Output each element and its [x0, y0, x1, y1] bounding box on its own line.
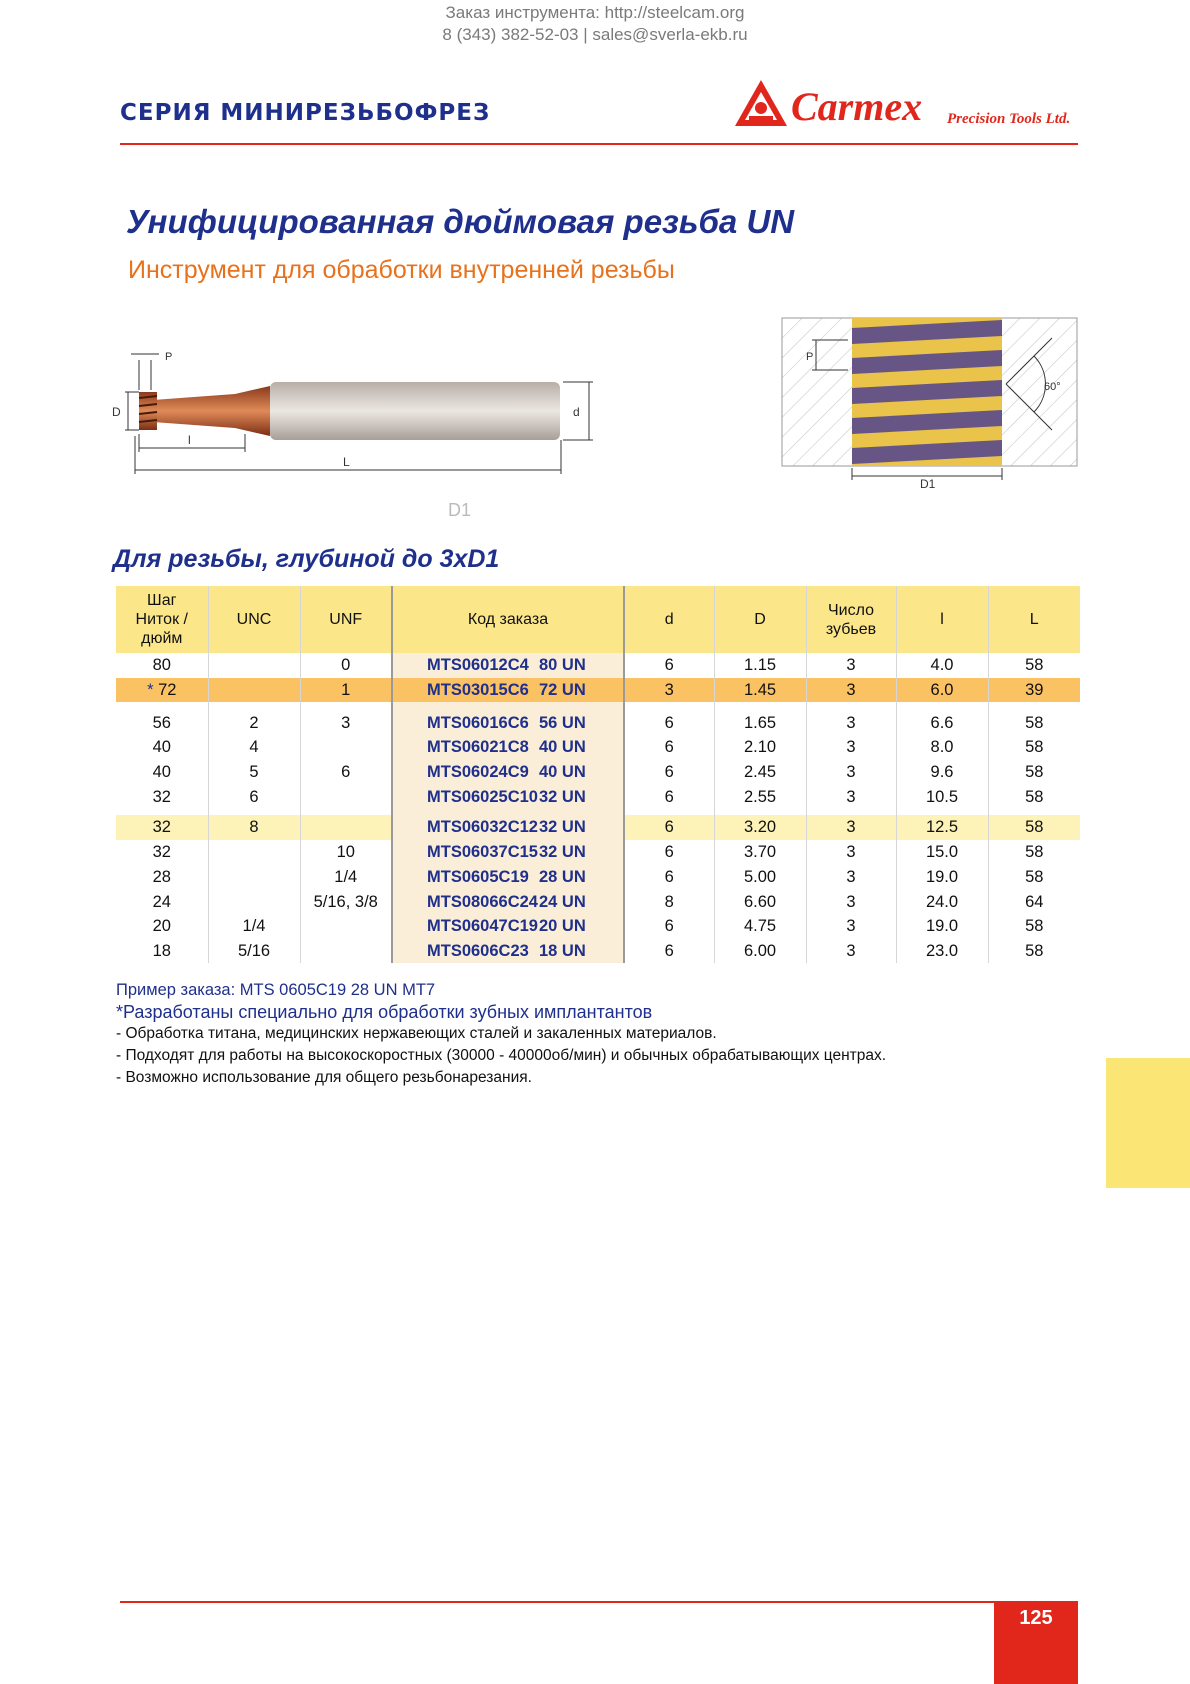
- cell-order-code: MTS03015C6 72 UN: [392, 678, 624, 703]
- cell-unf: 3: [300, 702, 392, 735]
- note-bullet: - Подходят для работы на высокоскоростных (30000 - 40000об/мин) и обычных обрабатывающих центрах.: [116, 1047, 887, 1064]
- thread-label-p: P: [806, 351, 814, 363]
- thread-label-d1: D1: [920, 477, 936, 491]
- cell-unf: [300, 815, 392, 840]
- contact-info: [0, 2, 1190, 46]
- header-unc: UNC: [208, 586, 300, 653]
- cell-unc: [208, 840, 300, 865]
- tool-shank: [270, 382, 560, 440]
- table-row: [116, 889, 1080, 914]
- cell-L: 58: [1025, 738, 1044, 757]
- cell-tpi: 20: [116, 914, 208, 939]
- cell-teeth: 3: [806, 914, 896, 939]
- header-l: l: [896, 586, 988, 653]
- cell-order-code: MTS06012C4 80 UN: [392, 653, 624, 678]
- cell-D: 4.75: [714, 914, 806, 939]
- cell-tpi: 40: [116, 735, 208, 760]
- cell-L: 58: [1025, 713, 1044, 732]
- carmex-logo: [733, 76, 1078, 134]
- series-title: СЕРИЯ МИНИРЕЗЬБОФРЕЗ: [120, 100, 491, 126]
- cell-teeth: 3: [806, 939, 896, 964]
- cell-D: 6.00: [714, 939, 806, 964]
- cell-l: 19.0: [896, 865, 988, 890]
- side-tab: [1106, 1058, 1190, 1188]
- cell-L: 58: [1025, 787, 1044, 806]
- contact-line-2: 8 (343) 382-52-03 | sales@sverla-ekb.ru: [442, 25, 748, 44]
- table-row: [116, 702, 1080, 735]
- cell-unc: [208, 865, 300, 890]
- cell-d: 3: [624, 678, 714, 703]
- cell-unf: [300, 939, 392, 964]
- cell-tpi: 24: [116, 889, 208, 914]
- cell-d: 6: [624, 760, 714, 785]
- cell-l: 6.0: [896, 678, 988, 703]
- cell-D: 3.70: [714, 840, 806, 865]
- cell-teeth: 3: [806, 889, 896, 914]
- cell-unf: [300, 914, 392, 939]
- cell-tpi: 32: [116, 840, 208, 865]
- cell-l: 12.5: [896, 815, 988, 840]
- cell-order-code: MTS08066C2424 UN: [392, 889, 624, 914]
- cell-unc: 1/4: [208, 914, 300, 939]
- cell-order-code: MTS06047C1920 UN: [392, 914, 624, 939]
- cell-unc: 6: [208, 784, 300, 815]
- cell-unf: 6: [300, 760, 392, 785]
- table-row: [116, 840, 1080, 865]
- table-header-row: [116, 586, 1080, 653]
- cell-unc: 5/16: [208, 939, 300, 964]
- cell-d: 6: [624, 865, 714, 890]
- cell-l: 9.6: [896, 760, 988, 785]
- cell-D: 5.00: [714, 865, 806, 890]
- table-row: [116, 914, 1080, 939]
- logo-tagline: Precision Tools Ltd.: [947, 111, 1071, 127]
- tool-label-d-small: d: [573, 405, 580, 419]
- cell-unc: [208, 653, 300, 678]
- cell-L: 39: [988, 678, 1080, 703]
- cell-d: 6: [624, 840, 714, 865]
- logo-brand: Carmex: [791, 84, 923, 129]
- cell-d: 6: [624, 914, 714, 939]
- cell-unf: 0: [300, 653, 392, 678]
- cell-teeth: 3: [806, 760, 896, 785]
- cell-d: 8: [624, 889, 714, 914]
- cell-L: 58: [1025, 917, 1044, 936]
- cell-tpi: 56: [116, 702, 208, 735]
- header-teeth: Число зубьев: [806, 586, 896, 653]
- cell-unf: 1: [300, 678, 392, 703]
- thread-profile-drawing: [782, 318, 1082, 508]
- cell-l: 6.6: [896, 702, 988, 735]
- cell-L: 58: [1025, 843, 1044, 862]
- notes: [116, 979, 886, 1089]
- cell-L: 58: [1025, 656, 1044, 675]
- section-title: Для резьбы, глубиной до 3xD1: [113, 545, 500, 573]
- table-row: [116, 865, 1080, 890]
- cell-tpi: 40: [116, 760, 208, 785]
- cell-l: 19.0: [896, 914, 988, 939]
- header-D: D: [714, 586, 806, 653]
- cell-teeth: 3: [806, 840, 896, 865]
- cell-unf: 10: [300, 840, 392, 865]
- cell-teeth: 3: [806, 653, 896, 678]
- cell-l: 23.0: [896, 939, 988, 964]
- cell-unc: 8: [208, 815, 300, 840]
- cell-unf: [300, 784, 392, 815]
- cell-l: 15.0: [896, 840, 988, 865]
- header-unf: UNF: [300, 586, 392, 653]
- cell-d: 6: [624, 735, 714, 760]
- page-subtitle: Инструмент для обработки внутренней резьбы: [128, 256, 675, 284]
- tool-neck: [153, 386, 270, 436]
- cell-order-code: MTS06037C1532 UN: [392, 840, 624, 865]
- table-row: [116, 815, 1080, 840]
- note-bullet: - Обработка титана, медицинских нержавеющих сталей и закаленных материалов.: [116, 1025, 717, 1042]
- special-note: *Разработаны специально для обработки зубных имплантантов: [116, 1002, 653, 1022]
- cell-order-code: MTS0606C23 18 UN: [392, 939, 624, 964]
- cell-unf: [300, 735, 392, 760]
- tool-drawing: [112, 351, 645, 482]
- cell-order-code: MTS06025C1032 UN: [392, 784, 624, 815]
- cell-order-code: MTS06016C6 56 UN: [392, 702, 624, 735]
- cell-l: 24.0: [896, 889, 988, 914]
- faded-label: D1: [448, 500, 472, 520]
- product-table: [116, 586, 1080, 963]
- cell-tpi: 32: [116, 815, 208, 840]
- tool-label-p: P: [165, 351, 173, 363]
- cell-unc: [208, 678, 300, 703]
- table-row: [116, 678, 1080, 703]
- tool-label-l-big: L: [343, 455, 350, 469]
- cell-unc: 2: [208, 702, 300, 735]
- thread-label-angle: 60°: [1044, 381, 1061, 393]
- cell-order-code: MTS0605C19 28 UN: [392, 865, 624, 890]
- cell-L: 58: [1025, 763, 1044, 782]
- cell-D: 6.60: [714, 889, 806, 914]
- cell-order-code: MTS06021C8 40 UN: [392, 735, 624, 760]
- cell-d: 6: [624, 653, 714, 678]
- order-example: Пример заказа: MTS 0605C19 28 UN MT7: [116, 981, 436, 999]
- cell-tpi: * 72: [116, 678, 208, 703]
- table-row: [116, 760, 1080, 785]
- cell-L: 64: [1025, 892, 1044, 911]
- cell-order-code: MTS06032C1232 UN: [392, 815, 624, 840]
- cell-L: 58: [1025, 867, 1044, 886]
- cell-unf: 5/16, 3/8: [300, 889, 392, 914]
- cell-teeth: 3: [806, 784, 896, 815]
- cell-tpi: 28: [116, 865, 208, 890]
- page-number: 125: [1019, 1607, 1053, 1629]
- contact-line-1: Заказ инструмента: http://steelcam.org: [445, 3, 745, 22]
- cell-order-code: MTS06024C9 40 UN: [392, 760, 624, 785]
- cell-teeth: 3: [806, 865, 896, 890]
- cell-l: 8.0: [896, 735, 988, 760]
- header-d: d: [624, 586, 714, 653]
- cell-L: 58: [1025, 941, 1044, 960]
- table-row: [116, 939, 1080, 964]
- cell-D: 2.10: [714, 735, 806, 760]
- cell-teeth: 3: [806, 702, 896, 735]
- cell-D: 1.65: [714, 702, 806, 735]
- cell-l: 4.0: [896, 653, 988, 678]
- cell-D: 2.55: [714, 784, 806, 815]
- page-title: Унифицированная дюймовая резьба UN: [126, 203, 795, 240]
- cell-l: 10.5: [896, 784, 988, 815]
- tool-label-d-big: D: [112, 405, 121, 419]
- note-bullet: - Возможно использование для общего резьбонарезания.: [116, 1069, 532, 1086]
- cell-teeth: 3: [806, 735, 896, 760]
- cell-D: 2.45: [714, 760, 806, 785]
- cell-D: 1.15: [714, 653, 806, 678]
- table-row: [116, 735, 1080, 760]
- cell-d: 6: [624, 815, 714, 840]
- table-row: [116, 784, 1080, 815]
- table-row: [116, 653, 1080, 678]
- cell-unc: [208, 889, 300, 914]
- footer-divider: [120, 1601, 995, 1603]
- cell-D: 3.20: [714, 815, 806, 840]
- tool-label-l-small: l: [188, 433, 191, 447]
- cell-tpi: 18: [116, 939, 208, 964]
- cell-teeth: 3: [806, 678, 896, 703]
- cell-L: 58: [988, 815, 1080, 840]
- cell-d: 6: [624, 784, 714, 815]
- cell-d: 6: [624, 702, 714, 735]
- cell-D: 1.45: [714, 678, 806, 703]
- header-divider: [120, 143, 1078, 145]
- cell-teeth: 3: [806, 815, 896, 840]
- cell-tpi: 32: [116, 784, 208, 815]
- cell-unf: 1/4: [300, 865, 392, 890]
- header-tpi: Шаг Ниток / дюйм: [116, 586, 208, 653]
- special-mark: *: [147, 681, 154, 700]
- cell-unc: 4: [208, 735, 300, 760]
- header-L: L: [988, 586, 1080, 653]
- cell-tpi: 80: [116, 653, 208, 678]
- header-code: Код заказа: [392, 586, 624, 653]
- cell-d: 6: [624, 939, 714, 964]
- cell-unc: 5: [208, 760, 300, 785]
